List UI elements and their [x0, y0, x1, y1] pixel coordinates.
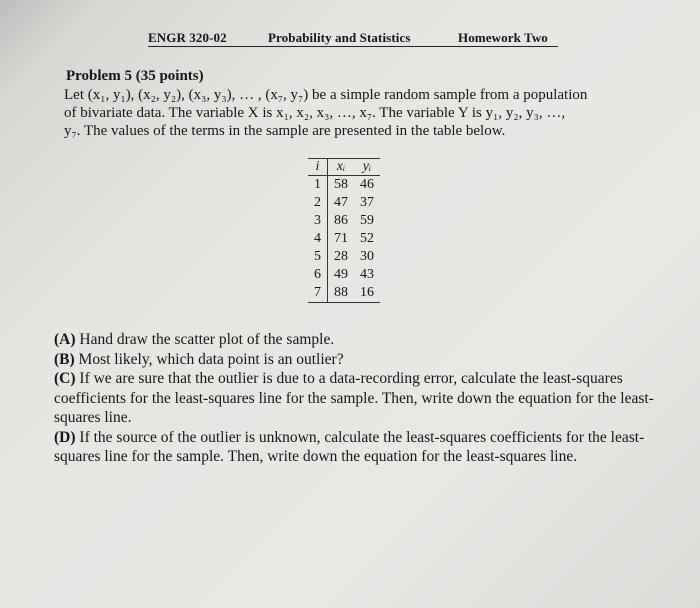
question-label: (C)	[54, 370, 76, 387]
header-rule	[148, 46, 558, 47]
cell-i: 4	[308, 230, 328, 248]
problem-title: Problem 5 (35 points)	[66, 68, 204, 84]
cell-x: 47	[334, 195, 348, 210]
table-row	[308, 230, 380, 248]
statement-line: y₇. The values of the terms in the sample are presented in the table below.	[64, 123, 506, 139]
question-list	[54, 330, 674, 467]
question-label: (D)	[54, 428, 76, 446]
cell-x: 86	[334, 213, 348, 228]
table-header-row	[308, 159, 380, 176]
cell-i: 6	[308, 266, 328, 284]
question-label: (B)	[54, 350, 75, 368]
question-text: Most likely, which data point is an outlier?	[78, 350, 344, 368]
cell-y: 16	[354, 284, 380, 303]
cell-i: 5	[308, 248, 328, 266]
question-item	[54, 350, 674, 370]
cell-x: 58	[334, 177, 348, 192]
course-subject: Probability and Statistics	[268, 30, 411, 45]
table-row	[308, 284, 380, 303]
statement-line: Let (x₁, y₁), (x₂, y₂), (x₃, y₃), … , (x₇, y₇) be a simple random sample from a population	[64, 87, 588, 103]
cell-x: 88	[328, 284, 355, 303]
question-text: If we are sure that the outlier is due to a data-recording error, calculate the least-squares coefficients for the least-squares line for the sample. Then, write down the equation for the least-squares line.	[54, 370, 654, 426]
table-row	[308, 194, 380, 212]
cell-y: 30	[360, 249, 374, 264]
table-row	[308, 248, 380, 266]
question-label: (A)	[54, 331, 76, 348]
cell-x: 49	[334, 267, 348, 282]
cell-y: 52	[360, 231, 374, 246]
question-text: Hand draw the scatter plot of the sample.	[79, 331, 335, 348]
problem-statement	[64, 86, 654, 140]
statement-line: of bivariate data. The variable X is x₁, x₂, x₃, …, x₇. The variable Y is y₁, y₂, y₃, …,	[64, 105, 566, 121]
table-row	[308, 176, 380, 195]
question-item	[54, 369, 674, 428]
cell-x: 71	[334, 231, 348, 246]
cell-i: 2	[308, 194, 328, 212]
course-code: ENGR 320-02	[148, 30, 227, 45]
col-header-i: i	[308, 159, 328, 176]
cell-i: 1	[308, 176, 328, 195]
cell-y: 46	[360, 177, 374, 192]
sample-table	[308, 158, 380, 303]
question-item	[54, 330, 674, 350]
col-header-y: yᵢ	[354, 159, 380, 176]
table-row	[308, 212, 380, 230]
cell-y: 43	[360, 267, 374, 282]
cell-i: 7	[308, 284, 328, 303]
cell-y: 59	[360, 213, 374, 228]
col-header-x: xᵢ	[328, 159, 355, 176]
table-row	[308, 266, 380, 284]
cell-x: 28	[334, 249, 348, 264]
assignment-name: Homework Two	[458, 30, 548, 45]
cell-y: 37	[360, 195, 374, 210]
cell-i: 3	[308, 212, 328, 230]
question-text: If the source of the outlier is unknown, calculate the least-squares coefficients for the least-squares line for the sample. Then, write down the equation for the least-squares line.	[54, 428, 645, 465]
question-item	[54, 428, 674, 467]
